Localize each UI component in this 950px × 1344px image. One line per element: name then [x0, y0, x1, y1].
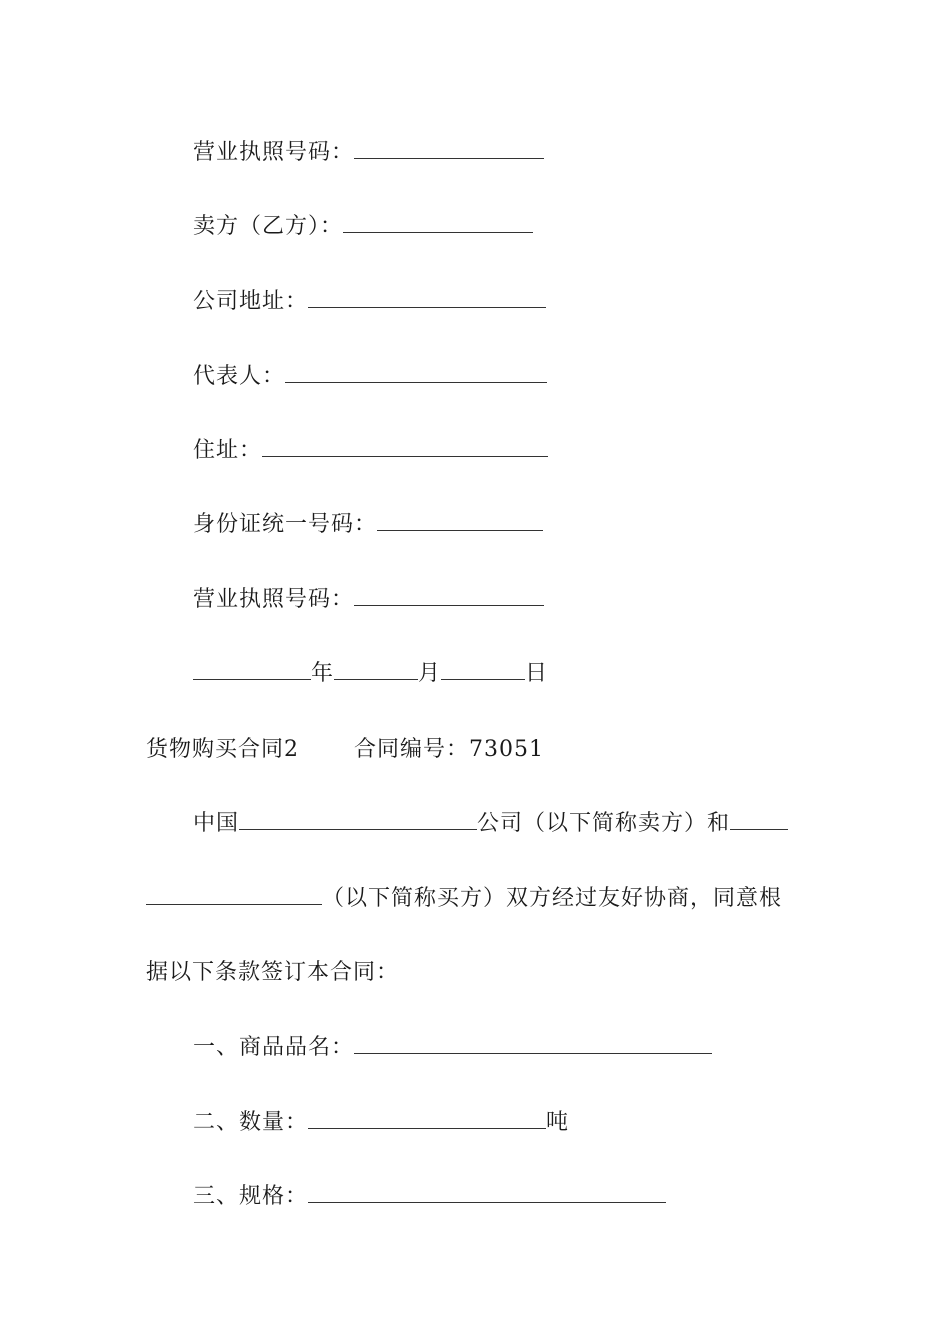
quantity-label: 二、数量： [193, 1110, 309, 1135]
buyer-name-blank-b [146, 884, 322, 905]
license-number-line [193, 138, 544, 168]
intro-buyer-abbrev: （以下简称买方）双方经过友好协商，同意根 [322, 886, 783, 911]
quantity-unit: 吨 [546, 1110, 570, 1135]
specification-label: 三、规格： [193, 1184, 309, 1209]
intro-china: 中国 [193, 811, 240, 836]
item-specification [193, 1182, 666, 1212]
date-line [193, 659, 548, 689]
contract-title: 货物购买合同2 [146, 737, 299, 762]
intro-line-2 [146, 884, 782, 914]
item-product-name [193, 1033, 712, 1063]
seller-line [193, 212, 533, 242]
representative-blank [285, 362, 547, 383]
license-number-label: 营业执照号码： [193, 140, 355, 165]
residence-line [193, 436, 548, 466]
residence-blank [262, 436, 548, 457]
day-label: 日 [525, 661, 549, 686]
intro-line-1 [193, 809, 788, 839]
representative-line [193, 362, 547, 392]
contract-number: 合同编号：73051 [354, 737, 544, 762]
id-number-label: 身份证统一号码： [193, 512, 378, 537]
company-address-line [193, 287, 546, 317]
license-number-line-2 [193, 585, 544, 615]
buyer-name-blank-a [730, 809, 788, 830]
id-number-blank [377, 510, 543, 531]
intro-line-3: 据以下条款签订本合同： [146, 960, 400, 985]
year-blank [193, 659, 311, 680]
license-number-blank [354, 138, 544, 159]
item-quantity [193, 1108, 569, 1138]
intro-seller-abbrev: 公司（以下简称卖方）和 [477, 811, 731, 836]
seller-label: 卖方（乙方）： [193, 214, 344, 239]
license-number-blank-2 [354, 585, 544, 606]
month-label: 月 [418, 661, 442, 686]
day-blank [441, 659, 525, 680]
company-address-label: 公司地址： [193, 289, 309, 314]
month-blank [334, 659, 418, 680]
year-label: 年 [311, 661, 335, 686]
product-name-label: 一、商品品名： [193, 1035, 355, 1060]
license-number-label-2: 营业执照号码： [193, 587, 355, 612]
company-address-blank [308, 287, 546, 308]
residence-label: 住址： [193, 438, 263, 463]
representative-label: 代表人： [193, 364, 286, 389]
id-number-line [193, 510, 543, 540]
company-name-blank [239, 809, 477, 830]
quantity-blank [308, 1108, 546, 1129]
specification-blank [308, 1182, 666, 1203]
product-name-blank [354, 1033, 712, 1054]
seller-blank [343, 212, 533, 233]
